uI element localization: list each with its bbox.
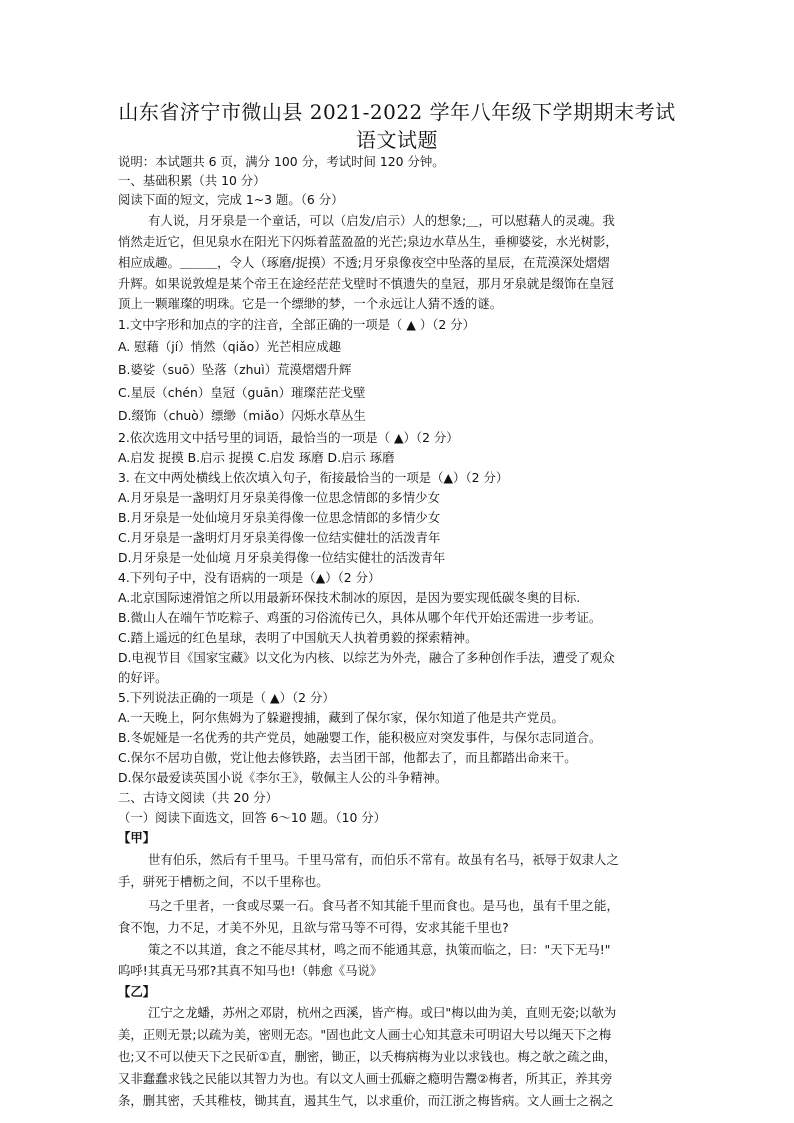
passage-line: 手，骈死于槽枥之间，不以千里称也。 [118,874,329,889]
option: C.月牙泉是一盏明灯月牙泉美得像一位结实健壮的活泼青年 [118,530,441,545]
passage-line: 悄然走近它，但见泉水在阳光下闪烁着蓝盈盈的光芒;泉边水草丛生，垂柳婆娑，水光树影， [118,234,618,249]
section-heading: 一、基础积累（共 10 分） [118,173,266,188]
option: D.月牙泉是一处仙境 月牙泉美得像一位结实健壮的活泼青年 [118,550,446,565]
passage-line: 也;又不可以使天下之民斫①直，删密，锄正，以夭梅病梅为业以求钱也。梅之欹之疏之曲， [118,1049,617,1064]
option: D.保尔最爱读英国小说《李尔王》，敬佩主人公的斗争精神。 [118,770,448,785]
passage-label: 【甲】 [118,830,156,845]
passage-line: 马之千里者，一食或尽粟一石。食马者不知其能千里而食也。是马也，虽有千里之能， [148,898,619,913]
question: 1.文中字形和加点的字的注音，全部正确的一项是（ ▲ ）（2 分） [118,317,476,332]
passage-line: 美，正则无景;以疏为美，密则无态。"固也此文人画士心知其意未可明诏大号以绳天下之梅 [118,1027,612,1042]
document-subtitle: 语文试题 [356,128,438,152]
question: 5.下列说法正确的一项是（ ▲）（2 分） [118,690,335,705]
option: A.北京国际速滑馆之所以用最新环保技术制冰的原因，是因为要实现低碳冬奥的目标. [118,590,581,605]
section-heading: 二、古诗文阅读（共 20 分） [118,790,278,805]
passage-line: 相应成趣。＿＿＿，令人（琢磨/捉摸）不透;月牙泉像夜空中坠落的星辰，在荒漠深处熠熠 [118,255,610,270]
option: D.电视节目《国家宝藏》以文化为内核、以综艺为外壳，融合了多种创作手法，遭受了观众 [118,650,615,665]
question: 3. 在文中两处横线上依次填入句子，衔接最恰当的一项是（▲）（2 分） [118,470,509,485]
option: A.月牙泉是一盏明灯月牙泉美得像一位思念情郎的多情少女 [118,490,440,505]
passage-line: 有人说，月牙泉是一个童话，可以（启发/启示）人的想象;＿，可以慰藉人的灵魂。我 [148,213,615,228]
passage-line: 升辉。如果说敦煌是某个帝王在途经茫茫戈壁时不慎遗失的皇冠，那月牙泉就是缀饰在皇冠 [118,276,614,291]
option: A.一天晚上，阿尔焦姆为了躲避搜捕，藏到了保尔家，保尔知道了他是共产党员。 [118,710,564,725]
option: B.微山人在端午节吃粽子、鸡蛋的习俗流传已久，具体从哪个年代开始还需进一步考证。 [118,610,602,625]
passage-line: 食不饱，力不足，才美不外见，且欲与常马等不可得，安求其能千里也? [118,920,509,935]
reading-instruction: （一）阅读下面选文，回答 6～10 题。（10 分） [118,810,387,825]
option: C.星辰（chén）皇冠（guān）璀璨茫茫戈壁 [118,385,366,400]
passage-label: 【乙】 [118,984,156,999]
option: B.冬妮娅是一名优秀的共产党员，她融婴工作，能积极应对突发事件，与保尔志同道合。 [118,730,602,745]
option: A. 慰藉（jí）悄然（qiǎo）光芒相应成趣 [118,339,341,354]
exam-instructions: 说明：本试题共 6 页，满分 100 分，考试时间 120 分钟。 [118,154,445,169]
passage-line: 呜呼!其真无马邪?其真不知马也!（韩愈《马说》 [118,963,383,978]
reading-instruction: 阅读下面的短文，完成 1~3 题。（6 分） [118,192,344,207]
passage-line: 条，删其密，夭其稚枝，锄其直，遏其生气，以求重价，而江浙之梅皆病。文人画士之祸之 [118,1093,614,1108]
option: A.启发 捉摸 B.启示 捉摸 C.启发 琢磨 D.启示 琢磨 [118,450,395,465]
option: B.婆娑（suō）坠落（zhuì）荒漠熠熠升辉 [118,362,352,377]
option-continuation: 的好评。 [118,670,168,685]
option: C.踏上遥远的红色星球，表明了中国航天人执着勇毅的探索精神。 [118,630,478,645]
document-title: 山东省济宁市微山县 2021-2022 学年八年级下学期期末考试 [118,100,676,124]
option: D.缀饰（chuò）缥缈（miǎo）闪烁水草丛生 [118,408,366,423]
passage-line: 策之不以其道，食之不能尽其材，鸣之而不能通其意，执策而临之，曰："天下无马!" [148,942,611,957]
passage-line: 又非蠢蠢求钱之民能以其智力为也。有以文人画士孤癖之瘾明告鬻②梅者，所其正，养其旁 [118,1071,613,1086]
question: 4.下列句子中，没有语病的一项是（▲）（2 分） [118,570,381,585]
passage-line: 世有伯乐，然后有千里马。千里马常有，而伯乐不常有。故虽有名马，祇辱于奴隶人之 [148,852,619,867]
passage-line: 顶上一颗璀璨的明珠。它是一个缥缈的梦，一个永远让人猜不透的谜。 [118,296,503,311]
passage-line: 江宁之龙蟠，苏州之邓尉，杭州之西溪，皆产梅。或曰"梅以曲为美，直则无姿;以欹为 [148,1005,617,1020]
option: C.保尔不居功自傲，党让他去修铁路，去当团干部，他都去了，而且都踏出命来干。 [118,750,577,765]
option: B.月牙泉是一处仙境月牙泉美得像一位思念情郎的多情少女 [118,510,441,525]
question: 2.依次选用文中括号里的词语，最恰当的一项是（ ▲）（2 分） [118,430,459,445]
